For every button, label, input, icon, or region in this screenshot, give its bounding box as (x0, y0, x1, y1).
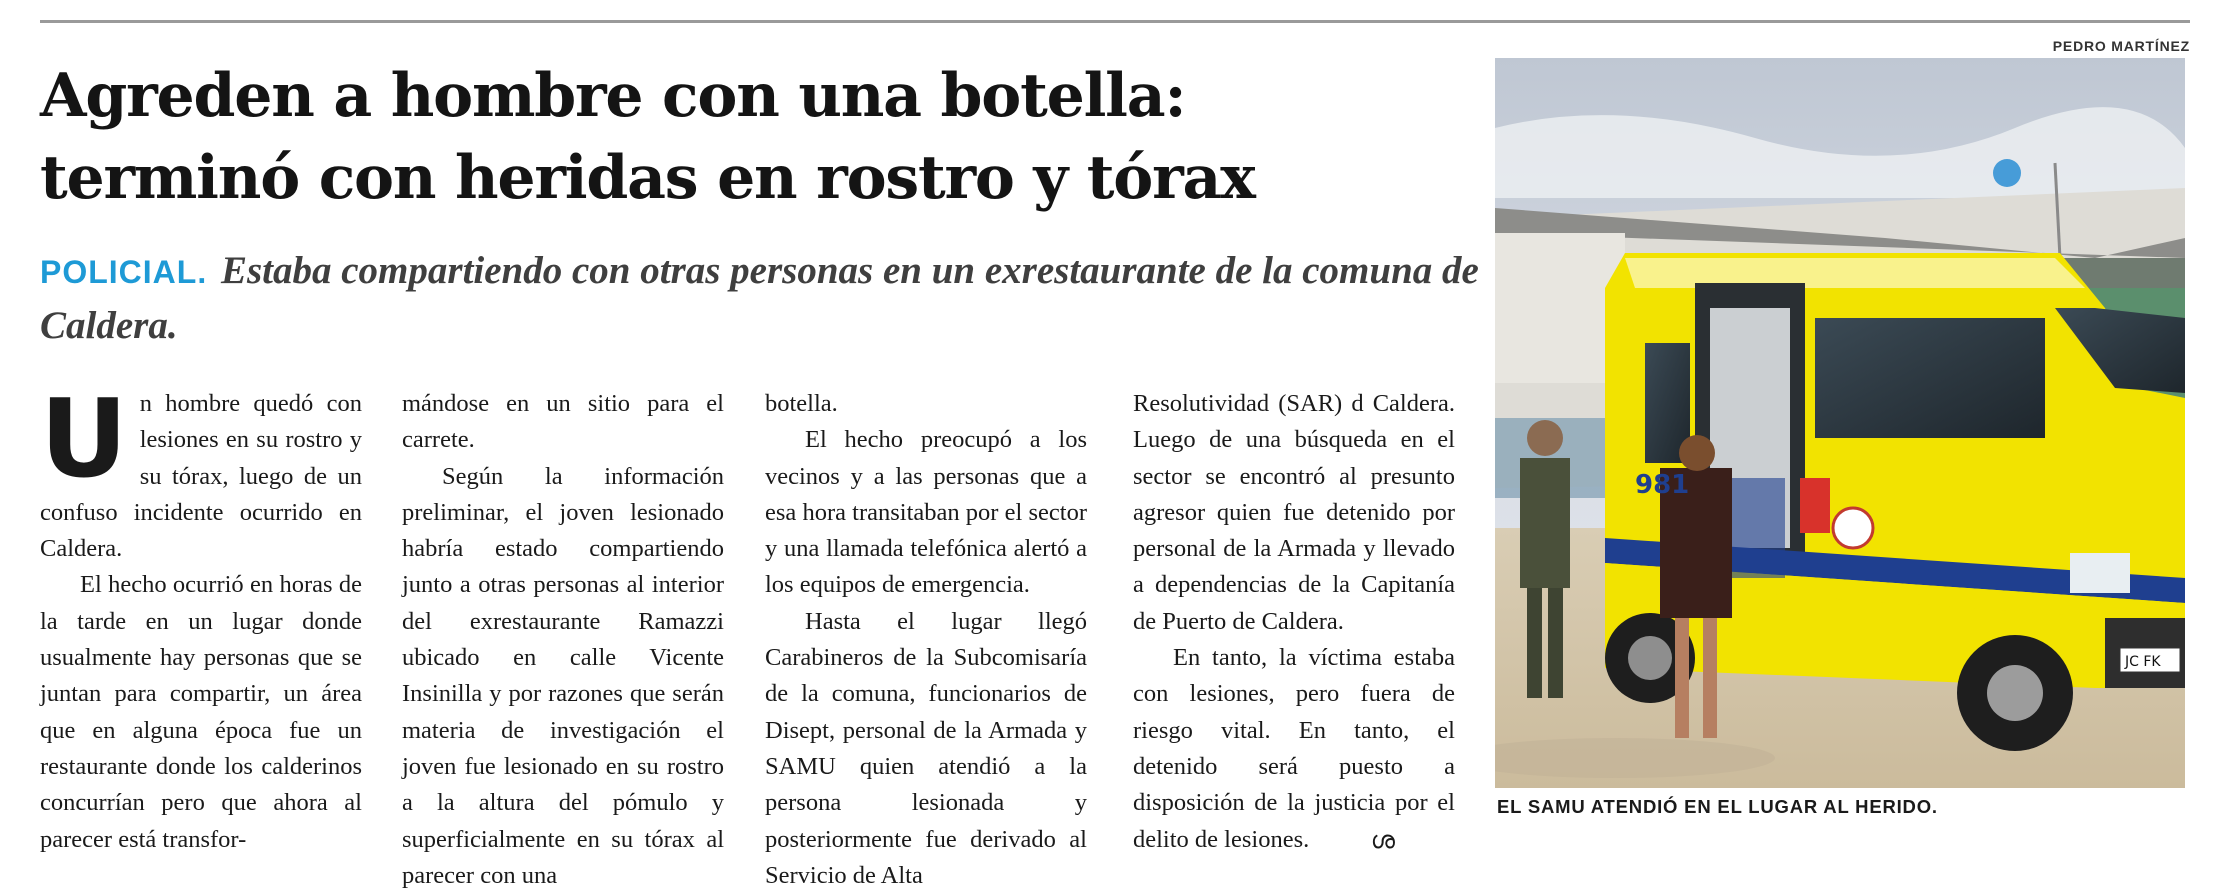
ambulance-photo (1495, 58, 2185, 788)
headline-line-1: Agreden a hombre con una botella: (40, 61, 1186, 131)
photo-credit: PEDRO MARTÍNEZ (2052, 38, 2190, 54)
paragraph (40, 377, 362, 567)
section-kicker: POLICIAL. (40, 254, 208, 290)
subhead (40, 244, 1480, 353)
paragraph: Según la información preliminar, el joven lesionado habría estado compartiendo junto a otras personas al interior del exrestaurante Ramazzi ubicado en calle Vicente Insinilla y por razones que serán materia de investigación el joven fue lesionado en su rostro a la altura del pómulo y superficialmente en su tórax al parecer con una (402, 462, 724, 889)
headline-line-2: terminó con heridas en rostro y tórax (40, 143, 1255, 213)
subhead-text: Estaba compartiendo con otras personas en un exrestaurante de la comuna de Caldera. (40, 249, 1479, 347)
paragraph (1133, 640, 1455, 858)
paragraph: El hecho preocupó a los vecinos y a las personas que a esa hora transitaban por el sector y una llamada telefónica alertó a los equipos de emergencia. (765, 426, 1087, 599)
end-of-article-icon: ശ (1370, 825, 1395, 854)
vehicle-number: 981 (1635, 470, 1690, 500)
paragraph: mándose en un sitio para el carrete. (402, 390, 724, 454)
body-column-3 (765, 386, 1087, 894)
photo-caption: EL SAMU ATENDIÓ EN EL LUGAR AL HERIDO. (1497, 796, 1938, 817)
paragraph-text: En tanto, la víctima estaba con lesiones, pero fuera de riesgo vital. En tanto, el detenido será puesto a disposición de la justicia por el delito de lesiones. (1133, 644, 1455, 853)
paragraph: botella. (765, 390, 838, 417)
body-column-1 (40, 377, 362, 858)
paragraph: Hasta el lugar llegó Carabineros de la Subcomisaría de la comuna, funcionarios de Disept, personal de la Armada y SAMU quien atendió a la persona lesionada y posteriormente fue derivado al Servicio de Alta (765, 607, 1087, 889)
paragraph: Resolutividad (SAR) d Caldera. Luego de una búsqueda en el sector se encontró al presunto agresor quien fue detenido por personal de la Armada y llevado a dependencias de la Capitanía de Puerto de Caldera. (1133, 390, 1455, 635)
body-column-2 (402, 386, 724, 894)
paragraph: El hecho ocurrió en horas de la tarde en un lugar donde usualmente hay personas que se juntan para compartir, un área que en alguna época fue un restaurante donde los calderinos concurrían pero que ahora al parecer está transfor- (40, 571, 362, 853)
headline (40, 55, 1480, 219)
body-column-4 (1133, 386, 1455, 858)
license-plate: JC FK (2125, 654, 2161, 670)
top-rule (40, 20, 2190, 23)
drop-cap: U (40, 377, 128, 502)
paragraph-text: n hombre quedó con lesiones en su rostro y su tórax, luego de un confuso incidente ocurrido en Caldera. (40, 390, 362, 563)
